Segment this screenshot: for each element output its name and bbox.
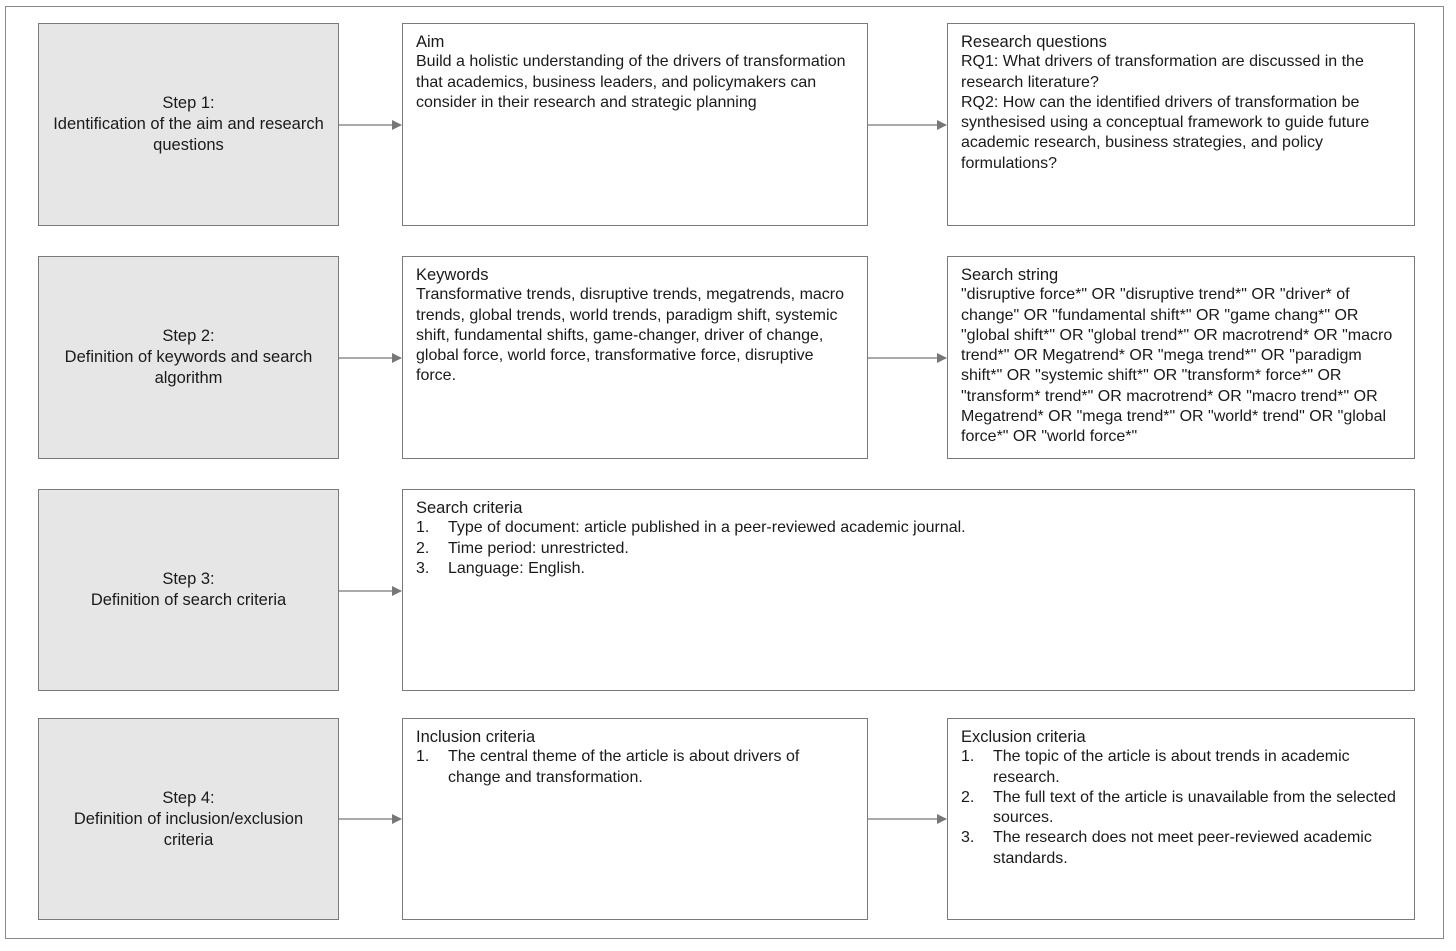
step-subtitle: Definition of keywords and search algorithm bbox=[64, 348, 313, 387]
item-number: 1. bbox=[416, 748, 430, 766]
research-question: RQ1: What drivers of transformation are discussed in the research literature? bbox=[961, 53, 1364, 91]
box-heading: Research questions bbox=[961, 33, 1107, 51]
box-heading: Exclusion criteria bbox=[961, 728, 1086, 746]
research-question: RQ2: How can the identified drivers of transformation be synthesised using a conceptual framework to guide future academic research, business strategies, and policy formulations? bbox=[961, 93, 1370, 172]
list-item bbox=[961, 747, 1401, 788]
item-number: 1. bbox=[416, 519, 430, 537]
box-heading: Search criteria bbox=[416, 499, 523, 517]
step-3-box bbox=[38, 489, 339, 691]
item-text: Time period: unrestricted. bbox=[448, 539, 629, 557]
item-text: Type of document: article published in a peer-reviewed academic journal. bbox=[448, 519, 966, 537]
box-heading: Aim bbox=[416, 33, 445, 51]
keywords-box bbox=[402, 256, 868, 459]
item-number: 1. bbox=[961, 748, 975, 766]
step-title: Step 2: bbox=[162, 327, 215, 345]
box-heading: Inclusion criteria bbox=[416, 728, 536, 746]
box-heading: Search string bbox=[961, 266, 1059, 284]
box-body: Transformative trends, disruptive trends, megatrends, macro trends, global trends, world trends, paradigm shift, systemic shift, fundamental shifts, game-changer, driver of change, global force, world force, transformative force, disruptive force. bbox=[416, 286, 845, 385]
step-2-box bbox=[38, 256, 339, 459]
research-questions-box bbox=[947, 23, 1415, 226]
step-title: Step 3: bbox=[162, 570, 215, 588]
box-body: "disruptive force*" OR "disruptive trend*" OR "driver* of change" OR "fundamental shift*" OR "game chang*" OR "global shift*" OR "global trend*" OR macrotrend* OR "macro trend*" OR Megatrend* OR "mega trend*" OR "paradigm shift*" OR "systemic shift*" OR "transform* force*" OR "transform* trend*" OR macrotrend* OR "macro trend*" OR Megatrend* OR "mega trend*" OR "world* trend" OR "global force*" OR "world force*" bbox=[961, 286, 1393, 446]
inclusion-criteria-box bbox=[402, 718, 868, 920]
item-number: 2. bbox=[416, 539, 430, 557]
item-text: The research does not meet peer-reviewed academic standards. bbox=[993, 829, 1372, 867]
list-item bbox=[416, 539, 1401, 559]
criteria-list bbox=[961, 747, 1401, 869]
item-text: The topic of the article is about trends in academic research. bbox=[993, 748, 1350, 786]
step-title: Step 1: bbox=[162, 94, 215, 112]
item-text: The full text of the article is unavailable from the selected sources. bbox=[993, 788, 1396, 827]
list-item bbox=[961, 828, 1401, 869]
list-item bbox=[416, 518, 1401, 538]
aim-box bbox=[402, 23, 868, 226]
search-criteria-box bbox=[402, 489, 1415, 691]
list-item bbox=[416, 747, 854, 788]
box-body: Build a holistic understanding of the drivers of transformation that academics, business leaders, and policymakers can consider in their research and strategic planning bbox=[416, 53, 846, 111]
step-title: Step 4: bbox=[162, 788, 215, 807]
step-subtitle: Definition of inclusion/exclusion criteria bbox=[73, 809, 304, 849]
step-subtitle: Definition of search criteria bbox=[90, 591, 287, 609]
item-text: The central theme of the article is about drivers of change and transformation. bbox=[448, 748, 800, 786]
step-1-box bbox=[38, 23, 339, 226]
box-heading: Keywords bbox=[416, 266, 489, 284]
criteria-list bbox=[416, 747, 854, 788]
exclusion-criteria-box bbox=[947, 718, 1415, 920]
list-item bbox=[416, 559, 1401, 579]
item-number: 3. bbox=[416, 559, 430, 577]
item-text: Language: English. bbox=[448, 559, 585, 577]
item-number: 3. bbox=[961, 829, 975, 847]
item-number: 2. bbox=[961, 788, 975, 806]
criteria-list bbox=[416, 518, 1401, 579]
step-subtitle: Identification of the aim and research questions bbox=[53, 115, 324, 154]
search-string-box bbox=[947, 256, 1415, 459]
step-4-box bbox=[38, 718, 339, 920]
list-item bbox=[961, 788, 1401, 829]
